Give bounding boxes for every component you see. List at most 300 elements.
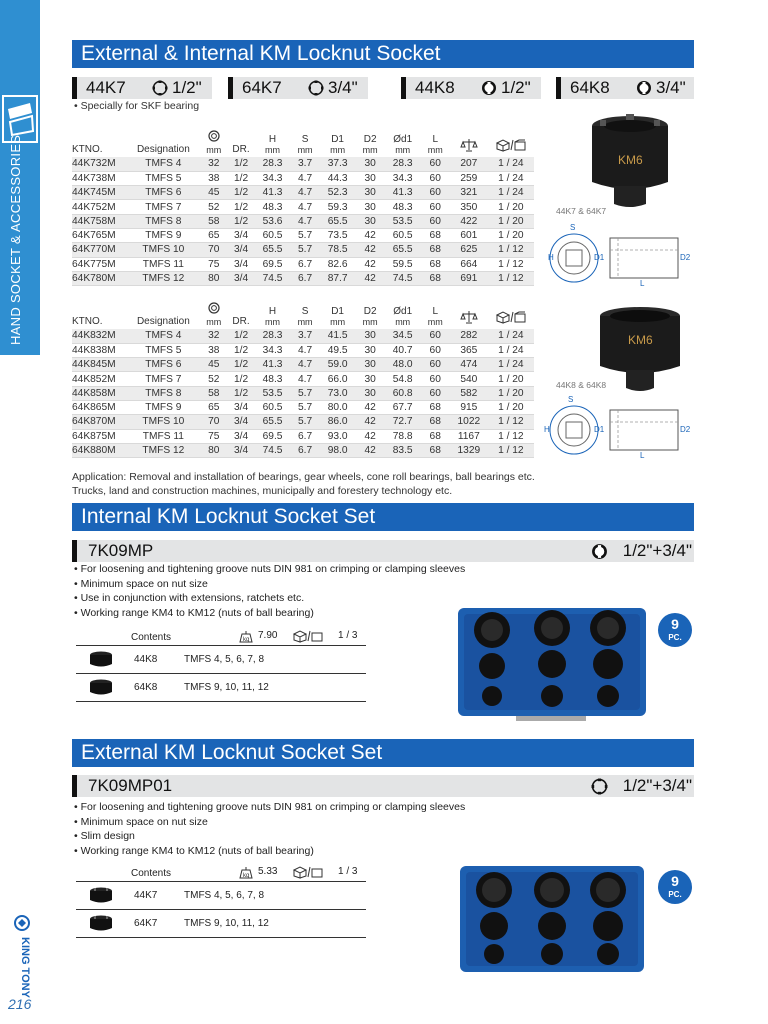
table-cell: TMFS 9 <box>145 402 182 414</box>
table-cell: 53.6 <box>255 214 291 228</box>
table-cell: 69.5 <box>262 258 283 270</box>
col-s: S mm <box>297 134 313 155</box>
table-cell: 30 <box>364 172 376 184</box>
table-cell: 80 <box>200 443 227 457</box>
outer-drive-icon <box>591 778 608 795</box>
table-cell: TMFS 4 <box>127 329 201 343</box>
contents-row <box>76 910 366 938</box>
table-cell: 60 <box>429 344 441 356</box>
table-cell: 38 <box>208 344 220 356</box>
product-code: 7K09MP01 <box>88 776 173 795</box>
table-cell: 68 <box>421 271 450 285</box>
table-cell: 42 <box>355 443 384 457</box>
table-cell: 60.8 <box>385 386 421 400</box>
table-cell: 80.0 <box>327 402 348 414</box>
table-cell: 60 <box>421 358 450 372</box>
table-cell: 59.3 <box>327 201 348 213</box>
table-cell: 4.7 <box>297 344 313 356</box>
table-cell: 64K775M <box>72 258 116 270</box>
table-cell: 1/2 <box>227 186 254 200</box>
table-cell: 60 <box>421 186 450 200</box>
table-cell: TMFS 7 <box>145 201 182 213</box>
table-cell: 86.0 <box>320 415 356 429</box>
col-d2: D2 mm <box>362 306 378 327</box>
table-cell: 68 <box>429 230 441 242</box>
product-code: 7K09MP <box>88 541 154 560</box>
table-cell: 68 <box>421 243 450 257</box>
table-cell: 28.3 <box>255 157 291 171</box>
product-bar-7k09mp01 <box>72 775 694 797</box>
application-line-1: Application: Removal and installation of bearings, gear wheels, cone roll bearings, ball bearings etc. <box>72 471 535 483</box>
table-row <box>72 329 534 343</box>
table-cell: 42 <box>364 430 376 442</box>
table-cell: 4.7 <box>297 172 313 184</box>
scale-icon <box>460 310 478 324</box>
table-cell: 58 <box>200 214 227 228</box>
table-cell: TMFS 8 <box>127 214 201 228</box>
table-cell: 1 / 20 <box>488 386 534 400</box>
table-cell: 68 <box>421 415 450 429</box>
category-label: HAND SOCKET & ACCESSORIES <box>8 134 23 345</box>
inner-drive-icon <box>481 80 497 96</box>
table-cell: 1 / 24 <box>488 186 534 200</box>
table-cell: TMFS 10 <box>127 243 201 257</box>
product-bar-7k09mp <box>72 540 694 562</box>
table-cell: 54.8 <box>392 373 413 385</box>
table-cell: 1 / 20 <box>498 373 524 385</box>
table-cell: 53.5 <box>385 214 421 228</box>
col-da1: Ød1 mm <box>393 134 413 155</box>
table-cell: 4.7 <box>297 373 313 385</box>
application-line-2: Trucks, land and construction machines, municipally and forestery technology etc. <box>72 485 453 497</box>
svg-text:H: H <box>548 253 554 262</box>
table-cell: 34.3 <box>262 344 283 356</box>
svg-text:S: S <box>568 395 574 404</box>
table-cell: 5.7 <box>290 386 319 400</box>
table-cell: 78.8 <box>392 430 413 442</box>
table-cell: 5.7 <box>297 402 313 414</box>
table-cell: 83.5 <box>385 443 421 457</box>
table-cell: 65 <box>208 402 220 414</box>
col-ktno: KTNO. <box>72 144 103 155</box>
table-cell: 1 / 12 <box>488 415 534 429</box>
table-cell: 48.3 <box>262 373 283 385</box>
table-cell: 60 <box>429 201 441 213</box>
table-cell: 65.5 <box>255 243 291 257</box>
table-cell: 60.5 <box>392 230 413 242</box>
table-cell: TMFS 9 <box>145 230 182 242</box>
section-title-locknut-socket: External & Internal KM Locknut Socket <box>72 40 694 68</box>
col-weight <box>450 302 488 329</box>
table-cell: 40.7 <box>392 344 413 356</box>
table-cell: 70 <box>200 243 227 257</box>
table-cell: 5.7 <box>290 415 319 429</box>
table-cell: 75 <box>208 258 220 270</box>
table-cell: 915 <box>460 402 478 414</box>
table-cell: 66.0 <box>327 373 348 385</box>
section-title-internal-set: Internal KM Locknut Socket Set <box>72 503 694 531</box>
table-cell: 6.7 <box>297 430 313 442</box>
table-cell: 69.5 <box>262 430 283 442</box>
tab-44k7: 44K7 1/2" <box>72 77 212 99</box>
inner-drive-icon <box>636 80 652 96</box>
table-cell: 64K870M <box>72 415 127 429</box>
col-h: H mm <box>265 306 281 327</box>
page-number: 216 <box>8 996 32 1012</box>
drive-size: 1/2"+3/4" <box>622 541 692 560</box>
col-pack <box>488 130 534 157</box>
contents-code: 44K7 <box>134 890 158 901</box>
table-cell: 44K732M <box>72 157 127 171</box>
table-cell: 45 <box>200 358 227 372</box>
table-row <box>72 343 534 357</box>
table-cell: 3/4 <box>227 415 254 429</box>
table-cell: 44K752M <box>72 201 116 213</box>
table-cell: 70 <box>200 415 227 429</box>
table-cell: TMFS 4 <box>127 157 201 171</box>
table-cell: 1 / 24 <box>498 172 524 184</box>
col-d1: D1 mm <box>330 306 346 327</box>
contents-sizes: TMFS 9, 10, 11, 12 <box>184 918 269 929</box>
package-icon <box>495 138 527 152</box>
table-cell: TMFS 5 <box>145 344 182 356</box>
package-icon <box>292 629 324 643</box>
table-cell: 64K780M <box>72 271 127 285</box>
set-pack: 1 / 3 <box>338 866 358 877</box>
contents-label: Contents <box>131 868 172 879</box>
table-cell: 60 <box>429 373 441 385</box>
table-cell: 42 <box>364 258 376 270</box>
table-cell: 28.3 <box>385 157 421 171</box>
table-cell: 52 <box>208 373 220 385</box>
table-cell: 1167 <box>457 430 480 442</box>
table-cell: 58 <box>200 386 227 400</box>
svg-text:KING TONY: KING TONY <box>19 937 31 998</box>
table-cell: 30 <box>355 157 384 171</box>
socket-thumb-icon <box>88 678 114 698</box>
table-cell: 67.7 <box>392 402 413 414</box>
table-cell: 664 <box>460 258 478 270</box>
table-cell: 3/4 <box>227 443 254 457</box>
table-cell: 1 / 12 <box>488 243 534 257</box>
table-cell: 582 <box>450 386 488 400</box>
table-cell: 3/4 <box>227 271 254 285</box>
table-cell: 350 <box>460 201 478 213</box>
table-cell: 3/4 <box>227 243 254 257</box>
socket-size-label: KM6 <box>618 153 643 167</box>
feature-item: • Working range KM4 to KM12 (nuts of ball bearing) <box>74 606 465 621</box>
table-cell: 44K852M <box>72 373 116 385</box>
table-cell: 42 <box>364 230 376 242</box>
table-cell: 64K770M <box>72 243 127 257</box>
table-cell: 60 <box>421 386 450 400</box>
table-cell: 6.7 <box>290 271 319 285</box>
contents-sizes: TMFS 4, 5, 6, 7, 8 <box>184 654 265 665</box>
table-cell: 74.5 <box>385 271 421 285</box>
contents-label: Contents <box>131 632 172 643</box>
table-row <box>72 157 534 171</box>
contents-code: 64K8 <box>134 682 158 693</box>
table-cell: 53.5 <box>255 386 291 400</box>
table-cell: 1 / 12 <box>498 430 524 442</box>
table-cell: 5.7 <box>297 230 313 242</box>
table-cell: 1 / 20 <box>498 402 524 414</box>
contents-row <box>76 882 366 910</box>
table-cell: 1022 <box>450 415 488 429</box>
table-cell: 4.7 <box>290 186 319 200</box>
table-row <box>72 186 534 200</box>
table-cell: 44K758M <box>72 214 127 228</box>
table-cell: 1 / 12 <box>488 271 534 285</box>
table-cell: TMFS 6 <box>127 186 201 200</box>
table-row <box>72 443 534 457</box>
table-row <box>72 171 534 185</box>
table-cell: 41.3 <box>255 358 291 372</box>
table-cell: 540 <box>460 373 478 385</box>
table-cell: 1/2 <box>233 201 249 213</box>
table-cell: 1 / 12 <box>488 443 534 457</box>
table-cell: 1/2 <box>227 329 254 343</box>
table-cell: 691 <box>450 271 488 285</box>
table-cell: TMFS 5 <box>145 172 182 184</box>
table-cell: 82.6 <box>327 258 348 270</box>
table-cell: 42 <box>364 402 376 414</box>
table-cell: 259 <box>460 172 478 184</box>
table-cell: 64K865M <box>72 402 116 414</box>
col-h: H mm <box>265 134 281 155</box>
table-cell: 38 <box>208 172 220 184</box>
svg-text:D1: D1 <box>594 425 605 434</box>
image-label-44k8: 44K8 & 64K8 <box>556 380 607 390</box>
table-row <box>72 200 534 214</box>
svg-text:kg: kg <box>243 637 250 643</box>
table-cell: 44K845M <box>72 358 127 372</box>
table-row <box>72 386 534 400</box>
contents-sizes: TMFS 9, 10, 11, 12 <box>184 682 269 693</box>
table-cell: 98.0 <box>320 443 356 457</box>
category-tab <box>0 0 40 355</box>
table-row <box>72 257 534 271</box>
section-title-external-set: External KM Locknut Socket Set <box>72 739 694 767</box>
table-cell: 1/2 <box>233 344 249 356</box>
table-cell: TMFS 10 <box>127 415 201 429</box>
table-cell: 93.0 <box>327 430 348 442</box>
table-cell: TMFS 7 <box>145 373 182 385</box>
col-ktno: KTNO. <box>72 316 103 327</box>
pieces-unit: PC. <box>668 890 682 899</box>
table-cell: 1/2 <box>233 172 249 184</box>
table-cell: 30 <box>355 214 384 228</box>
table-row <box>72 214 534 228</box>
table-cell: 52.3 <box>320 186 356 200</box>
table-cell: 1 / 20 <box>488 214 534 228</box>
pieces-badge <box>658 613 692 647</box>
table-row <box>72 358 534 372</box>
table-cell: 1 / 24 <box>488 329 534 343</box>
table-cell: 45 <box>200 186 227 200</box>
table-cell: 68 <box>429 258 441 270</box>
table-cell: TMFS 11 <box>142 430 184 442</box>
table-cell: 1/2 <box>227 214 254 228</box>
table-cell: 30 <box>364 373 376 385</box>
table-cell: 42 <box>355 415 384 429</box>
table-cell: 1329 <box>450 443 488 457</box>
feature-item: • Minimum space on nut size <box>74 815 465 830</box>
table-cell: 49.5 <box>327 344 348 356</box>
table-cell: 65.5 <box>320 214 356 228</box>
table-cell: TMFS 12 <box>127 271 201 285</box>
table-cell: 32 <box>200 157 227 171</box>
col-designation: Designation <box>136 316 190 327</box>
table-cell: 68 <box>429 402 441 414</box>
table-cell: 74.5 <box>255 443 291 457</box>
table-cell: 75 <box>208 430 220 442</box>
table-cell: 37.3 <box>320 157 356 171</box>
contents-table-7k09mp <box>76 628 366 702</box>
pieces-badge <box>658 870 692 904</box>
col-d1: D1 mm <box>330 134 346 155</box>
table-cell: 4.7 <box>290 214 319 228</box>
table-cell: 3.7 <box>290 157 319 171</box>
table-cell: 30 <box>355 358 384 372</box>
svg-text:S: S <box>570 223 576 232</box>
table-row <box>72 228 534 242</box>
table-cell: 44K832M <box>72 329 127 343</box>
table-cell: 30 <box>364 201 376 213</box>
table-row <box>72 415 534 429</box>
feature-item: • Working range KM4 to KM12 (nuts of ball bearing) <box>74 844 465 859</box>
table-cell: TMFS 8 <box>127 386 201 400</box>
table-cell: 64K875M <box>72 430 116 442</box>
table-row <box>72 372 534 386</box>
table-cell: 42 <box>355 271 384 285</box>
col-pack <box>488 302 534 329</box>
table-cell: 601 <box>460 230 478 242</box>
spec-table-1 <box>72 130 534 286</box>
table-cell: 3/4 <box>233 230 249 242</box>
table-cell: 41.5 <box>320 329 356 343</box>
pieces-count: 9 <box>671 873 679 889</box>
outer-drive-icon <box>308 80 324 96</box>
table-cell: 3/4 <box>233 258 249 270</box>
table-cell: 282 <box>450 329 488 343</box>
table-cell: 78.5 <box>320 243 356 257</box>
socket-thumb-icon <box>88 886 114 906</box>
drive-size: 1/2"+3/4" <box>622 776 692 795</box>
col-da1: Ød1 mm <box>393 306 413 327</box>
table-cell: TMFS 11 <box>142 258 184 270</box>
socket-44k8-drawing <box>540 394 700 462</box>
socket-size-icon <box>207 130 221 142</box>
table-cell: 34.5 <box>385 329 421 343</box>
svg-text:D2: D2 <box>680 425 691 434</box>
table-cell: 3/4 <box>233 430 249 442</box>
socket-set-case-internal <box>456 604 648 722</box>
spec-table-2 <box>72 302 534 458</box>
table-cell: 1 / 12 <box>498 258 524 270</box>
table-cell: 365 <box>460 344 478 356</box>
inner-drive-icon <box>591 543 608 560</box>
table-cell: 5.7 <box>290 243 319 257</box>
table-cell: 625 <box>450 243 488 257</box>
col-l: L mm <box>427 306 443 327</box>
contents-code: 64K7 <box>134 918 158 929</box>
table-cell: 30 <box>355 329 384 343</box>
table-cell: 52 <box>208 201 220 213</box>
table-cell: 68 <box>421 443 450 457</box>
pieces-unit: PC. <box>668 633 682 642</box>
socket-size-icon <box>207 302 221 314</box>
feature-item: • Use in conjunction with extensions, ratchets etc. <box>74 591 465 606</box>
tab-64k7: 64K7 3/4" <box>228 77 368 99</box>
king-tony-logo-icon <box>10 915 34 1005</box>
table-cell: 48.0 <box>385 358 421 372</box>
skf-note: • Specially for SKF bearing <box>74 100 200 112</box>
set-pack: 1 / 3 <box>338 630 358 641</box>
table-cell: 80 <box>200 271 227 285</box>
feature-item: • For loosening and tightening groove nuts DIN 981 on crimping or clamping sleeves <box>74 562 465 577</box>
table-cell: TMFS 6 <box>127 358 201 372</box>
package-icon <box>292 865 324 879</box>
table-cell: 44K838M <box>72 344 116 356</box>
weight-icon <box>238 629 254 643</box>
table-cell: 1 / 24 <box>488 358 534 372</box>
package-icon <box>495 310 527 324</box>
contents-table-7k09mp01 <box>76 864 366 938</box>
table-row <box>72 243 534 257</box>
svg-text:D2: D2 <box>680 253 691 262</box>
contents-sizes: TMFS 4, 5, 6, 7, 8 <box>184 890 265 901</box>
feature-item: • For loosening and tightening groove nuts DIN 981 on crimping or clamping sleeves <box>74 800 465 815</box>
tab-64k8: 64K8 3/4" <box>556 77 694 99</box>
outer-drive-icon <box>152 80 168 96</box>
table-cell: 44K745M <box>72 186 127 200</box>
socket-size-label: KM6 <box>628 333 653 347</box>
col-d2: D2 mm <box>362 134 378 155</box>
table-cell: 42 <box>355 243 384 257</box>
table-cell: 65.5 <box>385 243 421 257</box>
feature-list-7k09mp <box>74 562 465 620</box>
table-cell: 34.3 <box>262 172 283 184</box>
table-cell: 68 <box>429 430 441 442</box>
svg-text:L: L <box>640 451 645 460</box>
set-weight: 5.33 <box>258 866 278 877</box>
table-cell: 59.5 <box>392 258 413 270</box>
table-cell: 44.3 <box>327 172 348 184</box>
table-cell: 87.7 <box>320 271 356 285</box>
side-strip <box>0 0 40 1024</box>
table-cell: 1 / 24 <box>498 344 524 356</box>
table-cell: 32 <box>200 329 227 343</box>
col-size: mm <box>200 130 227 157</box>
table-cell: TMFS 12 <box>127 443 201 457</box>
scale-icon <box>460 138 478 152</box>
table-cell: 6.7 <box>297 258 313 270</box>
weight-icon <box>238 865 254 879</box>
table-cell: 321 <box>450 186 488 200</box>
image-label-44k7: 44K7 & 64K7 <box>556 206 607 216</box>
table-cell: 65.5 <box>255 415 291 429</box>
table-cell: 60 <box>421 157 450 171</box>
table-cell: 74.5 <box>255 271 291 285</box>
table-cell: 48.3 <box>262 201 283 213</box>
table-cell: 1/2 <box>227 157 254 171</box>
contents-code: 44K8 <box>134 654 158 665</box>
set-weight: 7.90 <box>258 630 278 641</box>
table-cell: 34.3 <box>392 172 413 184</box>
table-cell: 3.7 <box>290 329 319 343</box>
table-cell: 60 <box>429 172 441 184</box>
